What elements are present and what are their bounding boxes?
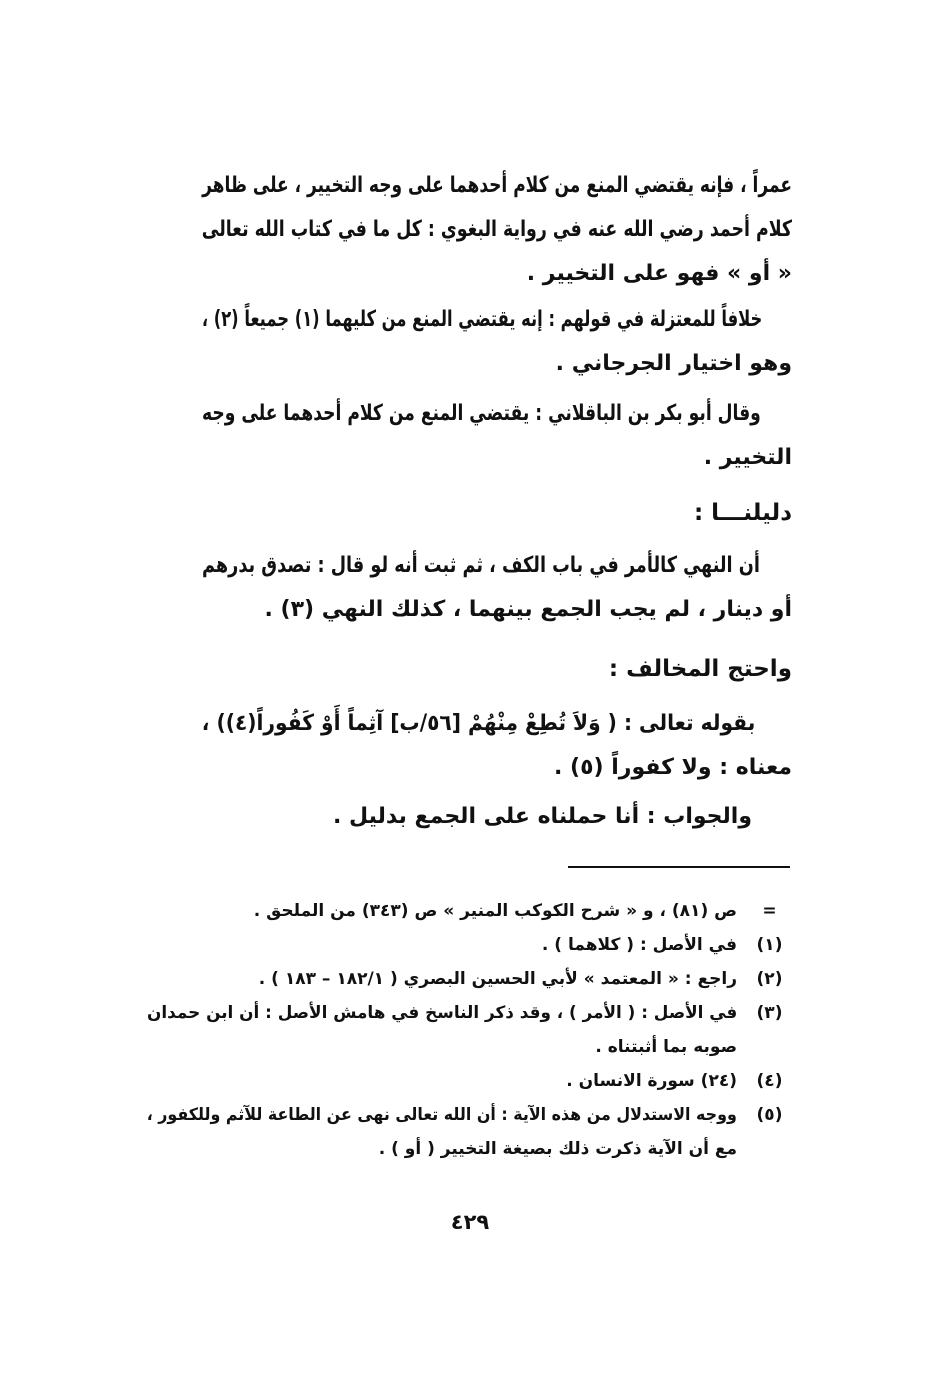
footnote-divider — [568, 866, 790, 868]
footnote-item — [142, 1098, 792, 1132]
section-heading-opponent: واحتج المخالف : — [608, 656, 792, 682]
footnote-number: (١) — [756, 935, 783, 955]
paragraph-2 — [142, 298, 792, 386]
footnote-number: = — [762, 901, 777, 921]
footnote-continuation: مع أن الآية ذكرت ذلك بصيغة التخيير ( أو ) . — [378, 1139, 737, 1159]
footnote-item — [142, 1064, 792, 1098]
paragraph-line: « أو » فهو على التخيير . — [526, 261, 792, 286]
footnote-item — [142, 894, 792, 928]
footnotes — [142, 894, 792, 1166]
footnote-number: (٥) — [756, 1105, 783, 1125]
paragraph-4 — [142, 544, 792, 632]
paragraph-line: وهو اختيار الجرجاني . — [555, 351, 792, 376]
paragraph-line: أن النهي كالأمر في باب الكف ، ثم ثبت أنه لو قال : تصدق بدرهم — [202, 553, 760, 578]
footnote-number: (٣) — [756, 1003, 783, 1023]
paragraph-line: خلافاً للمعتزلة في قولهم : إنه يقتضي المنع من كليهما (١) جميعاً (٢) ، — [201, 307, 763, 332]
page-number: ٤٢٩ — [450, 1210, 490, 1234]
footnote-text: (٢٤) سورة الانسان . — [566, 1071, 737, 1091]
paragraph-line: معناه : ولا كفوراً (٥) . — [554, 755, 792, 780]
paragraph-line: والجواب : أنا حملناه على الجمع بدليل . — [333, 804, 752, 829]
footnote-text: ووجه الاستدلال من هذه الآية : أن الله تعالى نهى عن الطاعة للآثم وللكفور ، — [146, 1105, 737, 1125]
paragraph-6 — [142, 795, 792, 839]
footnote-text: راجع : « المعتمد » لأبي الحسين البصري ( ١٨٢/١ – ١٨٣ ) . — [258, 969, 737, 989]
paragraph-5 — [142, 702, 792, 790]
footnote-text: ص (٨١) ، و « شرح الكوكب المنير » ص (٣٤٣) من الملحق . — [253, 901, 737, 921]
footnote-text: في الأصل : ( كلاهما ) . — [541, 935, 737, 955]
paragraph-3 — [142, 392, 792, 480]
paragraph-line: وقال أبو بكر بن الباقلاني : يقتضي المنع من كلام أحدهما على وجه — [202, 401, 761, 426]
paragraph-line: عمراً ، فإنه يقتضي المنع من كلام أحدهما على وجه التخيير ، على ظاهر — [202, 173, 792, 198]
footnote-item — [142, 928, 792, 962]
footnote-item — [142, 962, 792, 996]
footnote-number: (٤) — [756, 1071, 783, 1091]
paragraph-1 — [142, 164, 792, 296]
section-heading-evidence: دليلنـــا : — [693, 500, 792, 526]
paragraph-line: كلام أحمد رضي الله عنه في رواية البغوي : كل ما في كتاب الله تعالى — [201, 217, 793, 242]
footnote-item — [142, 996, 792, 1030]
footnote-number: (٢) — [756, 969, 783, 989]
paragraph-line: بقوله تعالى : ( وَلاَ تُطِعْ مِنْهُمْ [٥٦/ب] آثِماً أَوْ كَفُوراً(٤)) ، — [201, 711, 756, 736]
paragraph-line: التخيير . — [703, 445, 792, 470]
footnote-text: في الأصل : ( الأمر ) ، وقد ذكر الناسخ في هامش الأصل : أن ابن حمدان — [146, 1003, 737, 1023]
footnote-continuation: صوبه بما أثبتناه . — [595, 1037, 737, 1057]
paragraph-line: أو دينار ، لم يجب الجمع بينهما ، كذلك النهي (٣) . — [264, 597, 792, 622]
